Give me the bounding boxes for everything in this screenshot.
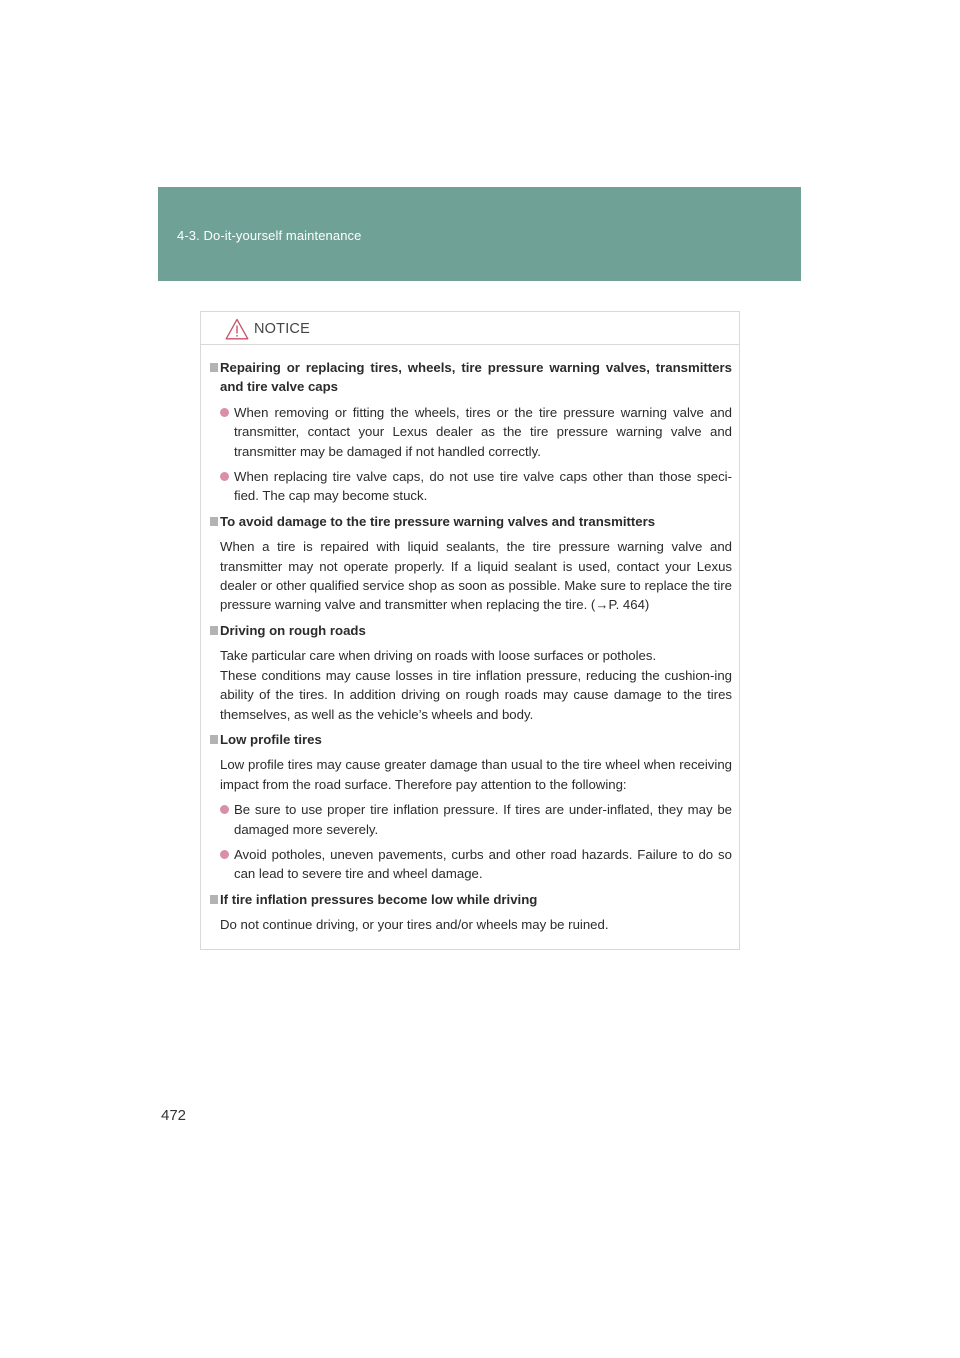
notice-divider (201, 344, 739, 345)
section-body: When a tire is repaired with liquid sealants, the tire pressure warning valve and transmitter may not operate properly. If a liquid sealant is used, contact your Lexus dealer or other qualified service shop as soon as possible. Make sure to replace the tire pressure warning valve and transmitter when replacing the tire. (→P. 464) (220, 539, 732, 613)
notice-section (210, 890, 732, 935)
notice-section (210, 358, 732, 506)
square-bullet-icon (210, 363, 218, 372)
page-number: 472 (161, 1107, 187, 1124)
section-heading: Repairing or replacing tires, wheels, tire pressure warning valves, transmitters and tire valve caps (210, 358, 732, 397)
section-body: Low profile tires may cause greater damage than usual to the tire wheel when receiving impact from the road surface. Therefore pay attention to the following: (220, 757, 732, 792)
section-body: Take particular care when driving on roads with loose surfaces or potholes. (220, 648, 657, 664)
notice-content (210, 352, 732, 935)
chapter-header-band (158, 187, 801, 281)
bullet-item: Be sure to use proper tire inflation pressure. If tires are under-inflated, they may be damaged more severely. (220, 800, 732, 839)
bullet-item: Avoid potholes, uneven pavements, curbs and other road hazards. Failure to do so can lead to severe tire and wheel damage. (220, 845, 732, 884)
section-body: These conditions may cause losses in tire inflation pressure, reducing the cushion-ing ability of the tires. In addition driving on rough roads may cause damage to the tires themselves, as well as the vehicle’s wheels and body. (220, 667, 732, 722)
bullet-item: When removing or fitting the wheels, tires or the tire pressure warning valve and transmitter, contact your Lexus dealer as the tire pressure warning valve and transmitter may be damaged if not handled correctly. (220, 403, 732, 461)
notice-section (210, 512, 732, 615)
section-heading: Low profile tires (210, 730, 732, 749)
chapter-section-title: 4-3. Do-it-yourself maintenance (177, 228, 362, 243)
section-heading: Driving on rough roads (210, 621, 732, 640)
section-heading: To avoid damage to the tire pressure warning valves and transmitters (210, 512, 732, 531)
notice-section (210, 730, 732, 884)
square-bullet-icon (210, 626, 218, 635)
notice-section (210, 621, 732, 724)
warning-triangle-icon (225, 318, 249, 340)
bullet-dot-icon (220, 805, 229, 814)
square-bullet-icon (210, 517, 218, 526)
notice-title: NOTICE (254, 321, 310, 337)
section-heading: If tire inflation pressures become low while driving (210, 890, 732, 909)
square-bullet-icon (210, 895, 218, 904)
bullet-dot-icon (220, 850, 229, 859)
bullet-dot-icon (220, 408, 229, 417)
notice-heading (225, 318, 310, 340)
bullet-item: When replacing tire valve caps, do not use tire valve caps other than those speci-fied. The cap may become stuck. (220, 467, 732, 506)
bullet-dot-icon (220, 472, 229, 481)
notice-box (200, 311, 740, 950)
square-bullet-icon (210, 735, 218, 744)
section-body: Do not continue driving, or your tires and/or wheels may be ruined. (220, 917, 609, 933)
